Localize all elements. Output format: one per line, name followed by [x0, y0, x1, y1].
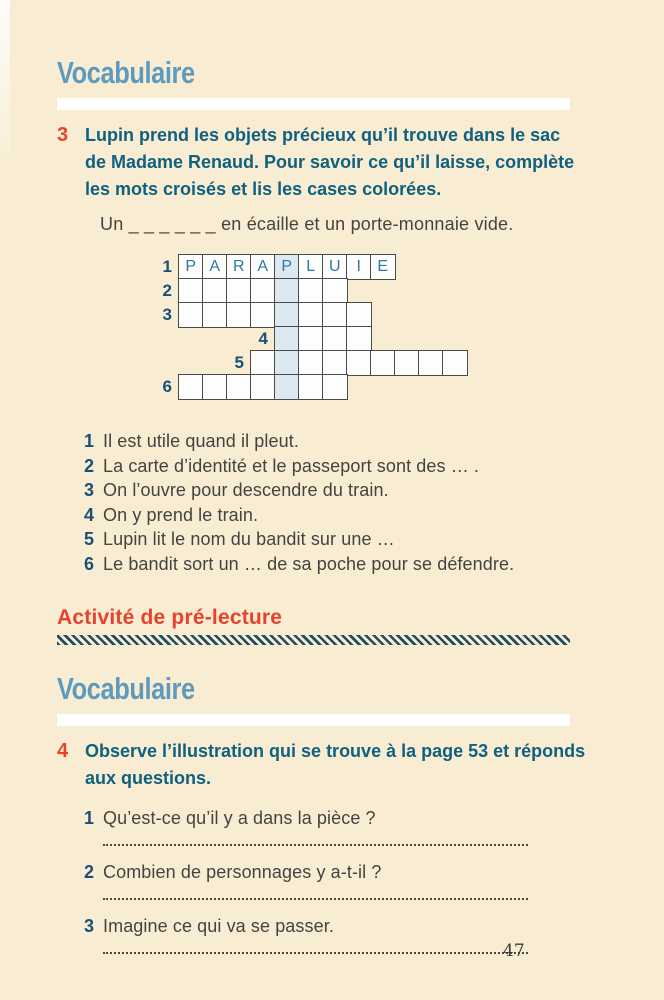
crossword-cell: A — [250, 254, 276, 280]
clue-text: Le bandit sort un … de sa poche pour se défendre. — [103, 553, 515, 574]
crossword-cell-shaded: P — [274, 254, 300, 280]
crossword-cell: P — [178, 254, 204, 280]
crossword-cell — [322, 350, 348, 376]
crossword-cell — [298, 374, 324, 400]
clue-item — [84, 478, 564, 503]
clue-number: 3 — [84, 480, 95, 500]
clue-text: Il est utile quand il pleut. — [103, 431, 299, 451]
clue-text: Lupin lit le nom du bandit sur une … — [103, 529, 395, 549]
clue-number: 5 — [84, 529, 95, 549]
clue-number: 2 — [84, 455, 95, 476]
crossword-cell: U — [322, 254, 348, 280]
crossword-cell — [370, 350, 396, 376]
question-number: 2 — [84, 862, 95, 882]
question-number: 3 — [84, 916, 95, 936]
crossword-cell — [226, 374, 252, 400]
crossword-cell: L — [298, 254, 324, 280]
instruction-line: aux questions. — [85, 768, 212, 788]
exercise-3 — [57, 122, 587, 203]
crossword-cell-shaded — [274, 278, 300, 304]
crossword-row-label: 3 — [162, 305, 172, 324]
question-text: Combien de personnages y a-t-il ? — [103, 862, 382, 882]
crossword-cell — [178, 302, 204, 328]
crossword-cell-shaded — [274, 302, 300, 328]
clues-list — [84, 429, 564, 576]
clue-item — [84, 454, 564, 479]
crossword-row-label: 1 — [162, 257, 172, 276]
question-text: Qu’est-ce qu’il y a dans la pièce ? — [103, 808, 376, 828]
heading-underline-bar-2 — [57, 714, 570, 726]
clue-item — [84, 503, 564, 528]
clue-number: 4 — [84, 504, 95, 525]
crossword-cell: I — [346, 254, 372, 280]
clue-item — [84, 527, 564, 552]
clue-text: La carte d’identité et le passeport sont des … . — [103, 455, 480, 476]
instruction-line: les mots croisés et lis les cases colorées. — [85, 179, 442, 199]
exercise-4-instruction — [85, 738, 585, 792]
questions-list — [84, 806, 564, 954]
question-item — [84, 860, 564, 885]
heading-underline-bar-1 — [57, 98, 570, 110]
answer-dotted-line — [103, 898, 528, 900]
question-item — [84, 914, 564, 939]
crossword-cell — [202, 278, 228, 304]
crossword-cell — [178, 374, 204, 400]
vocabulaire-heading-1: Vocabulaire — [57, 55, 195, 90]
crossword-cell: A — [202, 254, 228, 280]
crossword-cell — [346, 302, 372, 328]
vocabulaire-heading-2: Vocabulaire — [57, 671, 195, 706]
page-number: 47 — [503, 941, 525, 961]
question-text: Imagine ce qui va se passer. — [103, 916, 334, 936]
instruction-line: Lupin prend les objets précieux qu’il trouve dans le sac — [85, 125, 561, 145]
crossword-cell — [322, 302, 348, 328]
question-number: 1 — [84, 808, 95, 828]
crossword-row-label: 5 — [234, 353, 244, 372]
crossword-cell — [322, 374, 348, 400]
crossword-cell — [418, 350, 444, 376]
crossword-cell — [298, 350, 324, 376]
clue-item — [84, 429, 564, 454]
crossword-cell — [394, 350, 420, 376]
clue-item — [84, 552, 564, 577]
crossword-cell-shaded — [274, 326, 300, 352]
clue-text: On y prend le train. — [103, 504, 259, 525]
answer-dotted-line — [103, 952, 528, 954]
crossword-row-label: 2 — [162, 281, 172, 300]
crossword-row-label: 6 — [162, 377, 172, 396]
hatched-divider-band — [57, 635, 570, 645]
crossword-cell — [250, 374, 276, 400]
crossword-cell: E — [370, 254, 396, 280]
crossword-cell-shaded — [274, 350, 300, 376]
crossword-cell — [442, 350, 468, 376]
crossword-cell-shaded — [274, 374, 300, 400]
crossword-grid — [162, 254, 498, 402]
crossword-cell — [178, 278, 204, 304]
crossword-cell — [226, 278, 252, 304]
exercise-3-instruction — [85, 122, 574, 203]
scan-edge-highlight — [0, 0, 10, 180]
clue-text: On l’ouvre pour descendre du train. — [103, 480, 389, 500]
question-item — [84, 806, 564, 831]
crossword-row-label: 4 — [258, 329, 268, 348]
fill-in-sentence: Un _ _ _ _ _ _ en écaille et un porte-monnaie vide. — [100, 214, 514, 234]
crossword-cell — [298, 326, 324, 352]
answer-dotted-line — [103, 844, 528, 846]
clue-number: 6 — [84, 553, 95, 574]
exercise-4 — [57, 738, 587, 792]
exercise-4-number: 4 — [57, 740, 69, 762]
crossword-cell — [226, 302, 252, 328]
crossword-cell — [202, 302, 228, 328]
crossword-cell — [250, 350, 276, 376]
clue-number: 1 — [84, 431, 95, 451]
crossword-cell — [202, 374, 228, 400]
exercise-3-number: 3 — [57, 124, 69, 146]
crossword-cell — [346, 326, 372, 352]
crossword-cell — [322, 278, 348, 304]
crossword-cell — [346, 350, 372, 376]
instruction-line: Observe l’illustration qui se trouve à la page 53 et réponds — [85, 741, 586, 761]
crossword-cell — [298, 302, 324, 328]
instruction-line: de Madame Renaud. Pour savoir ce qu’il laisse, complète — [85, 152, 575, 172]
crossword-cell — [250, 278, 276, 304]
crossword-cell — [322, 326, 348, 352]
pre-lecture-heading: Activité de pré-lecture — [57, 606, 283, 629]
crossword-cell — [250, 302, 276, 328]
crossword-cell — [298, 278, 324, 304]
crossword-cell: R — [226, 254, 252, 280]
